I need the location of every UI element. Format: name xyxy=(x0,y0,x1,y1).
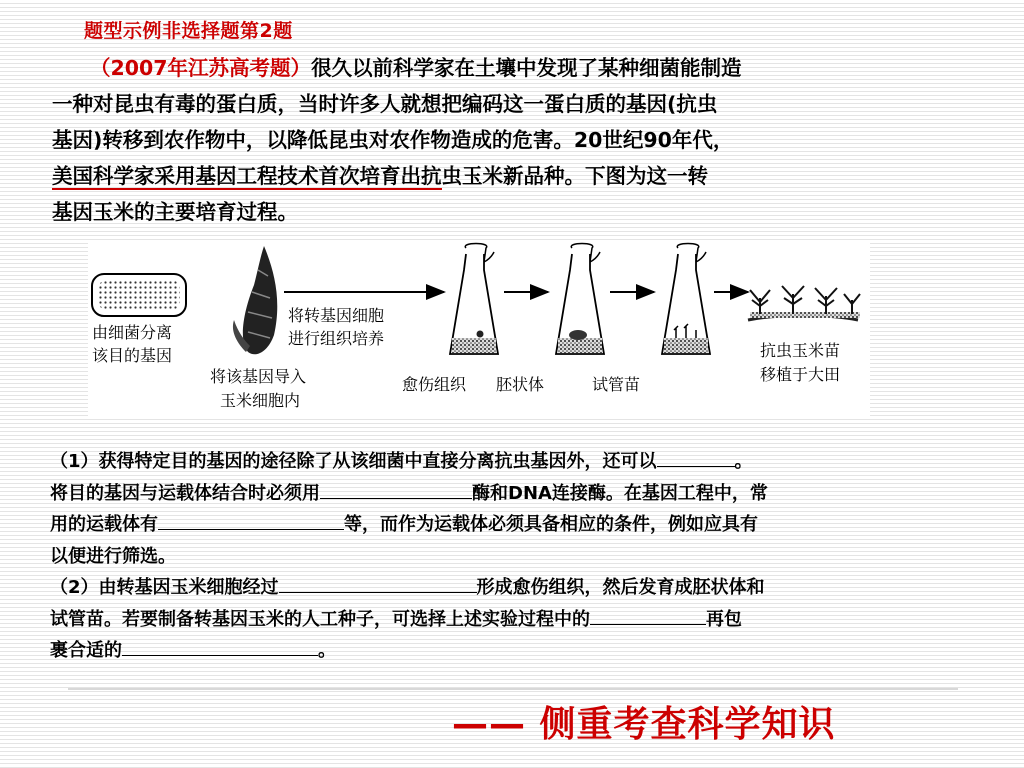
stem-line-1: （2007年江苏高考题）很久以前科学家在土壤中发现了某种细菌能制造 xyxy=(90,56,742,80)
corn-seedlings-icon xyxy=(748,286,860,320)
answer-blank[interactable] xyxy=(590,605,706,625)
breeding-process-figure xyxy=(88,240,870,416)
exam-source: （2007年江苏高考题） xyxy=(90,56,312,80)
final-label-line2: 移植于大田 xyxy=(760,365,841,384)
step1-label-line2: 该目的基因 xyxy=(92,346,173,365)
question-1-line-3: 用的运载体有 等，而作为运载体必须具备相应的条件，例如应具有 xyxy=(50,509,1000,541)
question-1-line-2: 将目的基因与运载体结合时必须用 酶和DNA连接酶。在基因工程中，常 xyxy=(50,478,1000,510)
answer-blank[interactable] xyxy=(158,510,344,530)
answer-blank[interactable] xyxy=(279,573,477,593)
question-items xyxy=(50,446,1000,667)
stem-line-2: 一种对昆虫有毒的蛋白质，当时许多人就想把编码这一蛋白质的基因(抗虫 xyxy=(52,92,718,116)
corn-ear-icon xyxy=(233,246,277,354)
embryoid-flask-icon xyxy=(556,244,604,355)
process-diagram xyxy=(88,240,870,416)
stage-label-callus: 愈伤组织 xyxy=(402,375,467,394)
step3-label-line1: 将转基因细胞 xyxy=(288,306,385,325)
callus-flask-icon xyxy=(450,244,498,355)
answer-blank[interactable] xyxy=(657,447,735,467)
step1-label-line1: 由细菌分离 xyxy=(92,323,173,342)
question-1-line-4: 以便进行筛选。 xyxy=(50,545,176,567)
highlighted-phrase: 美国科学家采用基因工程技术首次培育出抗 xyxy=(52,164,442,188)
divider-line xyxy=(68,688,958,690)
step3-label-line2: 进行组织培养 xyxy=(288,329,385,348)
final-label-line1: 抗虫玉米苗 xyxy=(760,341,841,360)
answer-blank[interactable] xyxy=(320,479,472,499)
stage-label-embryoid: 胚状体 xyxy=(496,375,545,394)
question-2-line-2: 试管苗。若要制备转基因玉米的人工种子，可选择上述实验过程中的 再包 xyxy=(50,604,1000,636)
stem-line-5: 基因玉米的主要培育过程。 xyxy=(52,200,298,224)
emphasis-note: —— 侧重考查科学知识 xyxy=(452,704,836,745)
bacterium-cell-icon xyxy=(92,274,186,316)
step2-label-line1: 将该基因导入 xyxy=(210,367,307,386)
plantlet-flask-icon xyxy=(662,244,710,355)
question-2-line-1: （2）由转基因玉米细胞经过 形成愈伤组织，然后发育成胚状体和 xyxy=(50,572,1000,604)
stem-line-3: 基因)转移到农作物中，以降低昆虫对农作物造成的危害。20世纪90年代， xyxy=(52,128,734,152)
answer-blank[interactable] xyxy=(122,636,318,656)
stage-label-plantlet: 试管苗 xyxy=(592,375,641,394)
question-stem xyxy=(52,50,992,230)
question-1-line-1: （1）获得特定目的基因的途径除了从该细菌中直接分离抗虫基因外，还可以 。 xyxy=(50,446,1000,478)
question-2-line-3: 裹合适的 。 xyxy=(50,635,1000,667)
step2-label-line2: 玉米细胞内 xyxy=(220,391,301,410)
stem-line-4: 美国科学家采用基因工程技术首次培育出抗虫玉米新品种。下图为这一转 xyxy=(52,164,708,188)
question-heading: 题型示例非选择题第2题 xyxy=(84,20,293,42)
